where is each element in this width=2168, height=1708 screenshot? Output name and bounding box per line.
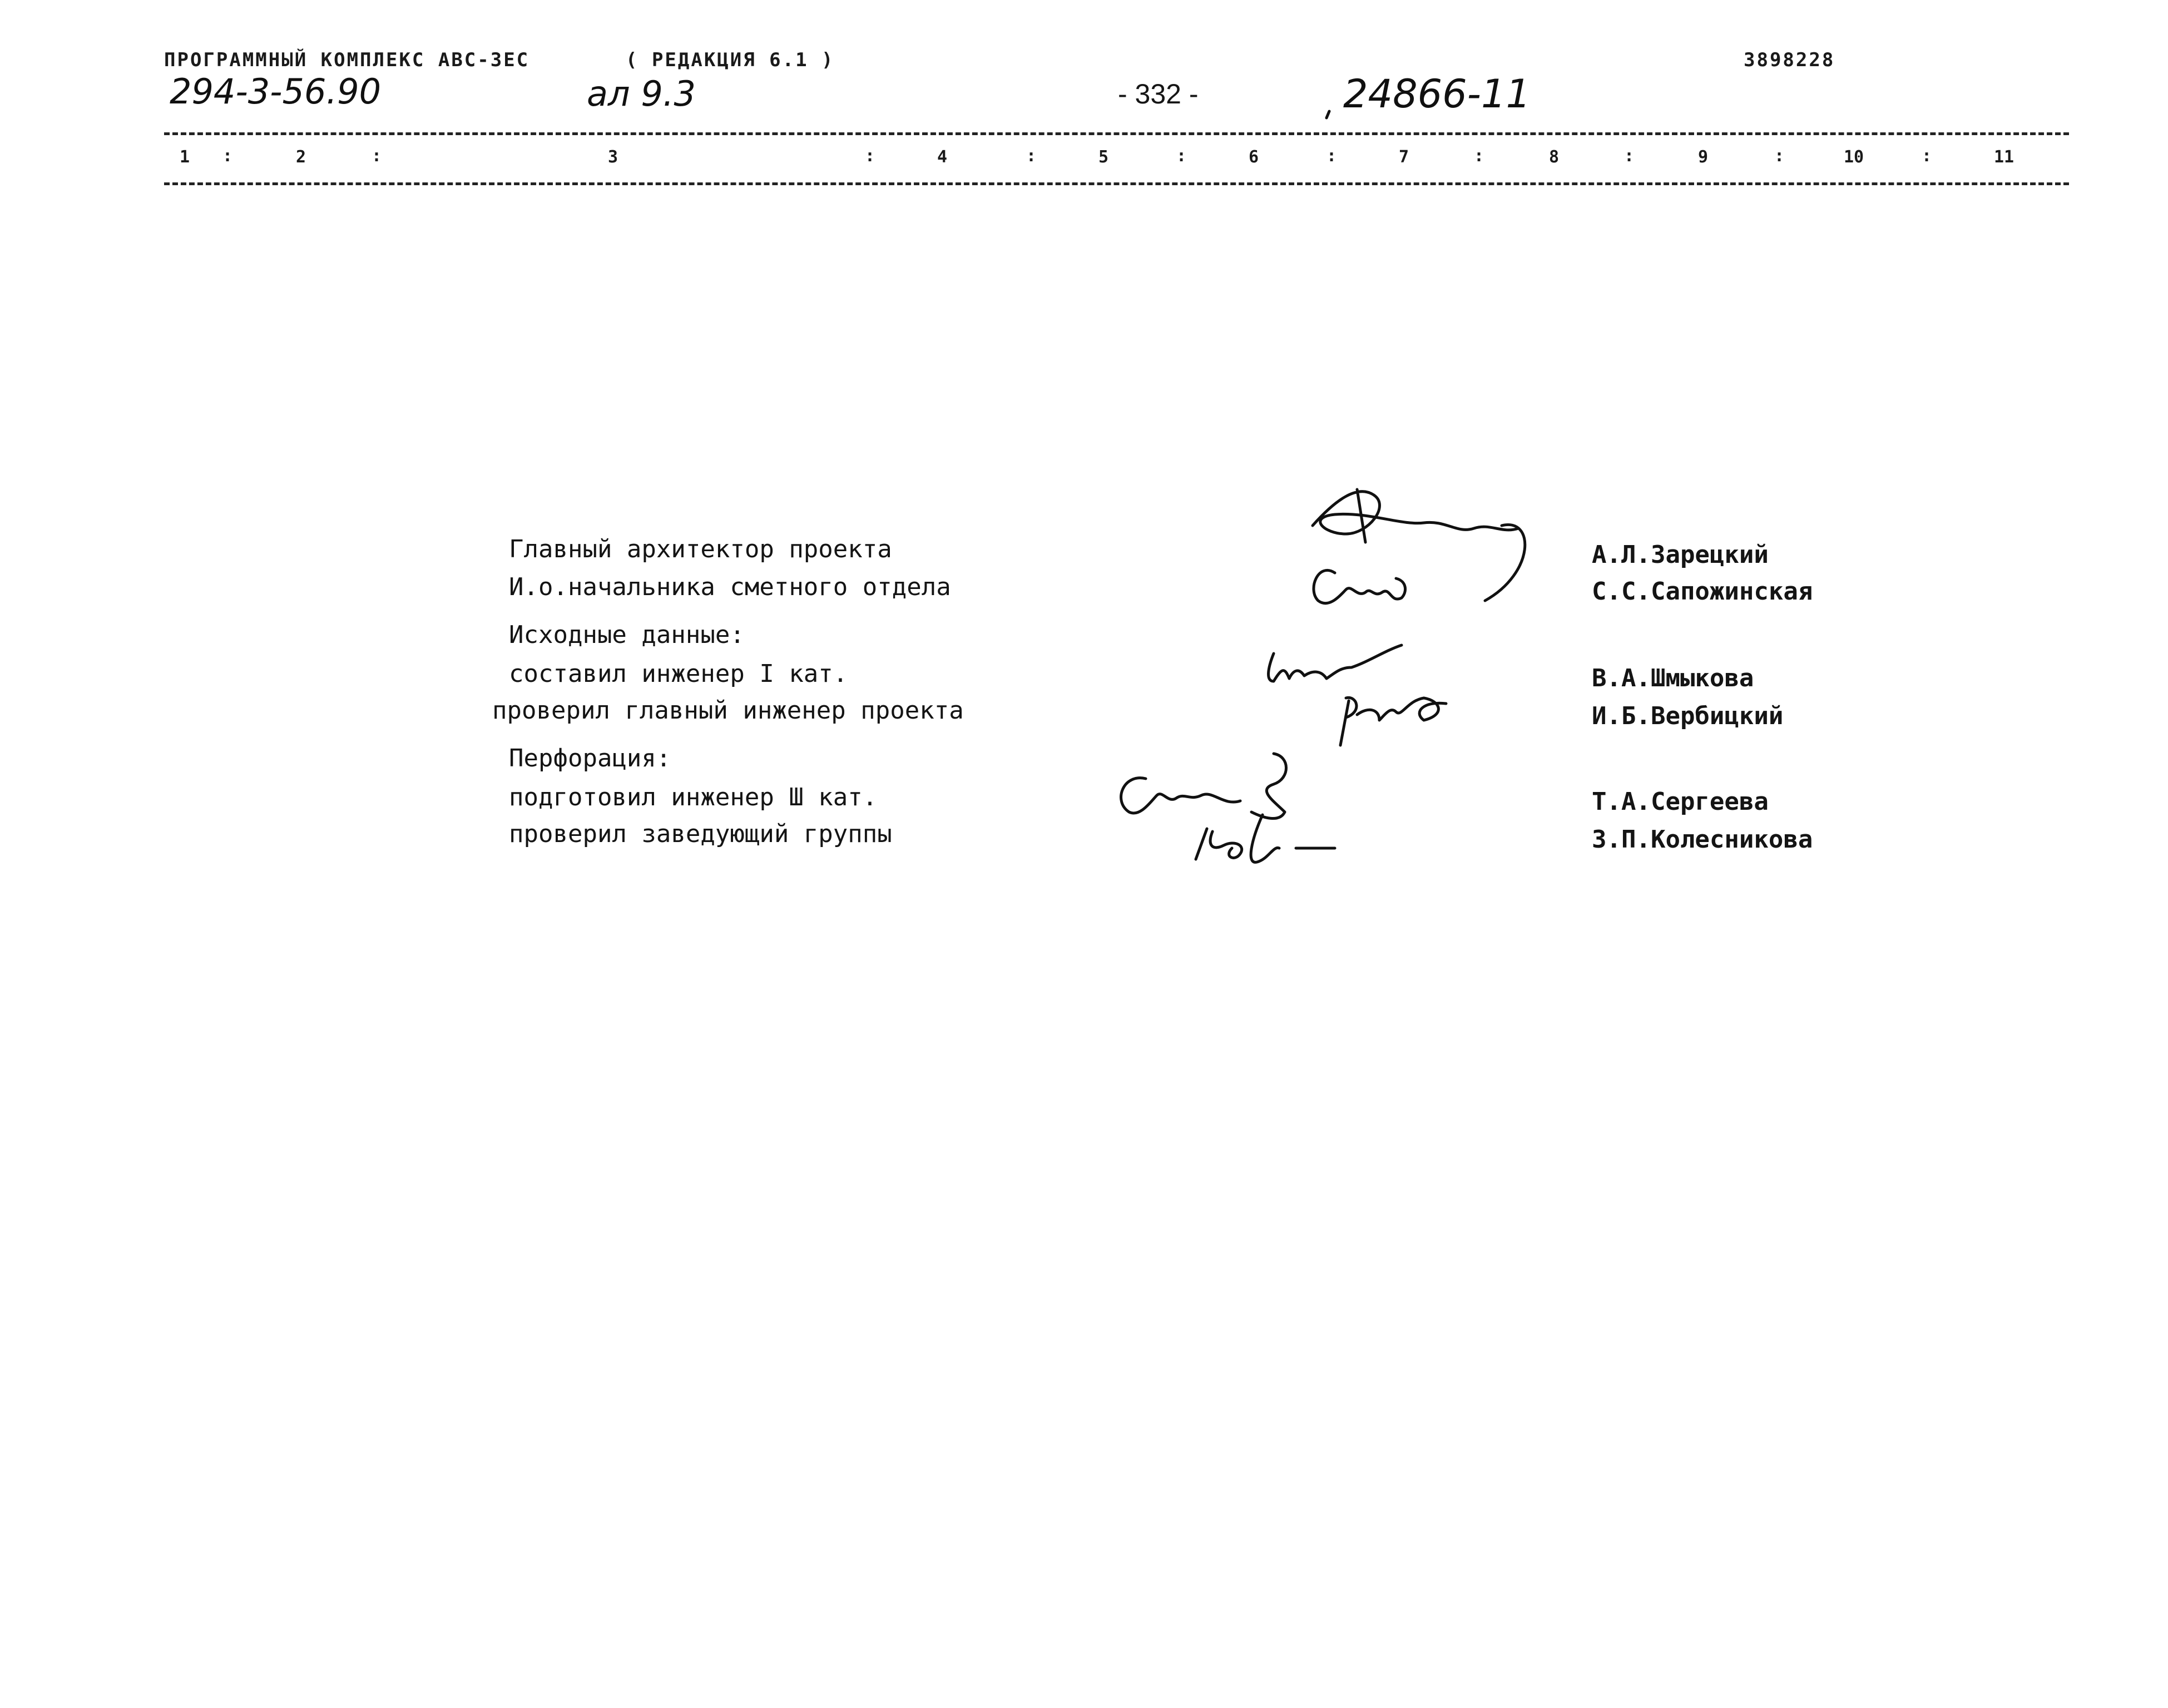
- name-shmykova: В.А.Шмыкова: [1592, 664, 1754, 692]
- column-separator: :: [1326, 146, 1337, 166]
- zaretsky-signature: [1313, 489, 1525, 601]
- role-compiled-engineer: составил инженер I кат.: [509, 660, 848, 688]
- kolesnikova-signature: [1196, 815, 1335, 862]
- program-title: ПРОГРАММНЫЙ КОМПЛЕКС АВС-3ЕС: [164, 49, 530, 71]
- column-separator: :: [865, 146, 875, 166]
- column-number: 8: [1549, 147, 1560, 167]
- role-checked-group-head: проверил заведующий группы: [509, 820, 892, 848]
- handwritten-album: ал 9.3: [587, 73, 696, 114]
- pen-mark: [1326, 111, 1329, 118]
- column-separator: :: [1922, 146, 1932, 166]
- column-number: 3: [608, 147, 618, 167]
- name-kolesnikova: З.П.Колесникова: [1592, 825, 1813, 854]
- role-chief-architect: Главный архитектор проекта: [509, 535, 892, 563]
- column-number: 5: [1098, 147, 1109, 167]
- column-separator: :: [222, 146, 233, 166]
- verbitsky-signature: [1340, 697, 1446, 745]
- column-number: 9: [1698, 147, 1709, 167]
- sapozhinskaya-signature: [1314, 570, 1405, 603]
- column-number: 11: [1994, 147, 2014, 167]
- column-separator: :: [372, 146, 382, 166]
- column-separator: :: [1624, 146, 1635, 166]
- handwritten-archive-number: 24866-11: [1343, 71, 1531, 117]
- name-verbitsky: И.Б.Вербицкий: [1592, 702, 1784, 730]
- name-zaretsky: А.Л.Зарецкий: [1592, 541, 1769, 569]
- column-separator: :: [1176, 146, 1187, 166]
- sergeeva-signature: [1121, 754, 1286, 819]
- edition-label: ( РЕДАКЦИЯ 6.1 ): [626, 49, 835, 71]
- section-source-data: Исходные данные:: [509, 621, 745, 649]
- column-number: 10: [1844, 147, 1864, 167]
- role-acting-head-estimate: И.о.начальника сметного отдела: [509, 573, 951, 601]
- column-separator: :: [1474, 146, 1484, 166]
- name-sergeeva: Т.А.Сергеева: [1592, 788, 1769, 816]
- shmykova-signature: [1269, 645, 1402, 681]
- column-number: 6: [1249, 147, 1259, 167]
- column-number: 2: [296, 147, 306, 167]
- document-code: 3898228: [1744, 49, 1835, 71]
- name-sapozhinskaya: С.С.Сапожинская: [1592, 577, 1813, 606]
- role-checked-chief-engineer: проверил главный инженер проекта: [492, 696, 964, 725]
- column-number: 1: [180, 147, 190, 167]
- column-number: 7: [1399, 147, 1409, 167]
- column-separator: :: [1774, 146, 1785, 166]
- section-perforation: Перфорация:: [509, 744, 671, 773]
- page-number: - 332 -: [1118, 78, 1199, 110]
- handwritten-doc-number: 294-3-56.90: [170, 71, 382, 112]
- column-separator: :: [1026, 146, 1037, 166]
- role-prepared-engineer: подготовил инженер Ш кат.: [509, 783, 878, 811]
- column-number: 4: [937, 147, 948, 167]
